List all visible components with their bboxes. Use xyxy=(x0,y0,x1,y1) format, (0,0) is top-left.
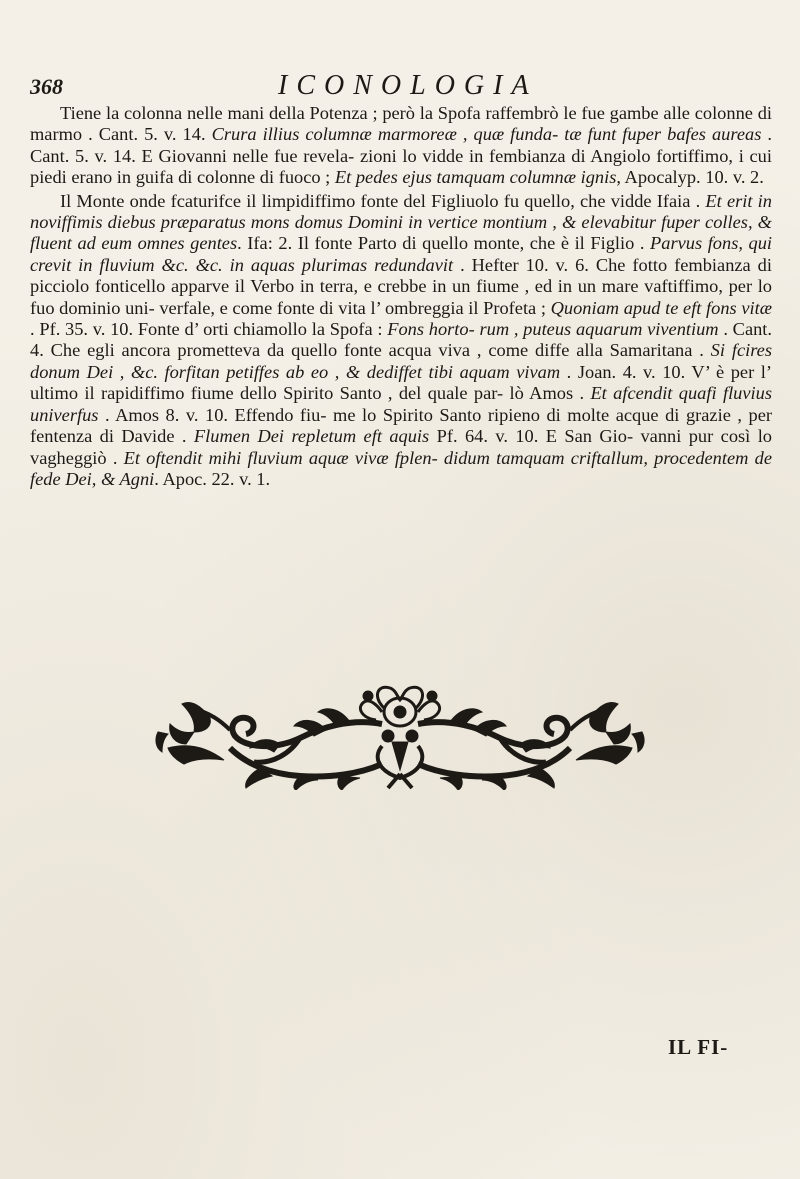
page-header xyxy=(30,70,770,104)
text-run: . Apoc. 22. v. 1. xyxy=(154,468,271,489)
text-run: . Hefter 10. v. 6. Che fotto fembianza di picciolo fonticello apparve il Verbo in terra, e crebbe in un fiume , ed in un mare vaftiffimo, per lo fuo dominio uni- verfale, e come fonte di vita l’ ombreggia il Profeta ; xyxy=(30,254,772,318)
latin-quote: Flumen Dei repletum eft aquis xyxy=(193,426,430,447)
text-run: Il Monte onde fcaturifce il limpidiffimo fonte del Figliuolo fu quello, che vidde Ifaia . xyxy=(60,190,706,211)
latin-quote: Fons horto- rum , puteus aquarum viventium xyxy=(387,319,719,340)
latin-quote: Quoniam apud te eft fons vitæ xyxy=(550,297,772,318)
running-title: ICONOLOGIA xyxy=(278,70,538,101)
catchword: IL FI- xyxy=(668,1035,729,1059)
latin-quote: Crura illius columnæ marmoreæ , quæ funda- tæ funt fuper bafes aureas xyxy=(211,124,762,145)
text-run: . Pf. 35. v. 10. Fonte d’ orti chiamollo la Spofa : xyxy=(30,319,388,340)
flower-bouquet-icon xyxy=(360,687,439,788)
text-run: . Ifa: 2. Il fonte Parto di quello monte, che è il Figlio . xyxy=(237,233,651,254)
latin-quote: Et afcendit quafi fluvius univerfus xyxy=(30,383,772,425)
text-run: , Apocalyp. 10. v. 2. xyxy=(616,167,764,188)
latin-quote: Si fcires donum Dei , &c. forfitan petiffes ab eo , & dediffet tibi aquam vivam xyxy=(30,340,773,382)
latin-quote: Et pedes ejus tamquam columnæ ignis xyxy=(334,167,617,188)
text-run: . Joan. 4. v. 10. V’ è per l’ ultimo il rapidiffimo fiume dello Spirito Santo , del quale par- lò Amos . xyxy=(30,361,773,404)
floral-vignette-icon xyxy=(150,678,650,790)
page-number: 368 xyxy=(30,74,63,99)
latin-quote: Et oftendit mihi fluvium aquæ vivæ fplen- didum tamquam criftallum, procedentem de fede Dei, & Agni xyxy=(30,447,772,489)
body-text xyxy=(30,103,772,490)
text-run: . Cant. 4. Che egli ancora prometteva da quello fonte acqua viva , come diffe alla Samaritana . xyxy=(30,319,773,361)
latin-quote: Et erit in noviffimis diebus præparatus mons domus Domini in vertice montium , & elevabitur fuper colles, & fluent ad eum omnes gentes xyxy=(30,190,772,254)
text-run: Tiene la colonna nelle mani della Potenza ; però la Spofa raffembrò le fue gambe alle colonne di marmo . Cant. 5. v. 14. xyxy=(30,103,772,145)
text-run: . Amos 8. v. 10. Effendo fiu- me lo Spirito Santo ripieno di molte acque di grazie , per fentenza di Davide . xyxy=(30,404,772,447)
right-scroll-icon xyxy=(418,703,644,790)
text-run: Pf. 64. v. 10. E San Gio- vanni pur così lo vagheggiò . xyxy=(30,426,772,468)
text-run: . Cant. 5. v. 14. E Giovanni nelle fue revela- zioni lo vidde in fembianza di Angiolo fortiffimo, i cui piedi erano in guifa di colonne di fuoco ; xyxy=(30,124,772,188)
paragraph-colonna xyxy=(30,103,772,189)
latin-quote: Parvus fons, qui crevit in fluvium &c. &c. in aquas plurimas redundavit xyxy=(30,233,773,275)
paragraph-monte xyxy=(30,191,772,491)
left-scroll-icon xyxy=(156,703,382,790)
